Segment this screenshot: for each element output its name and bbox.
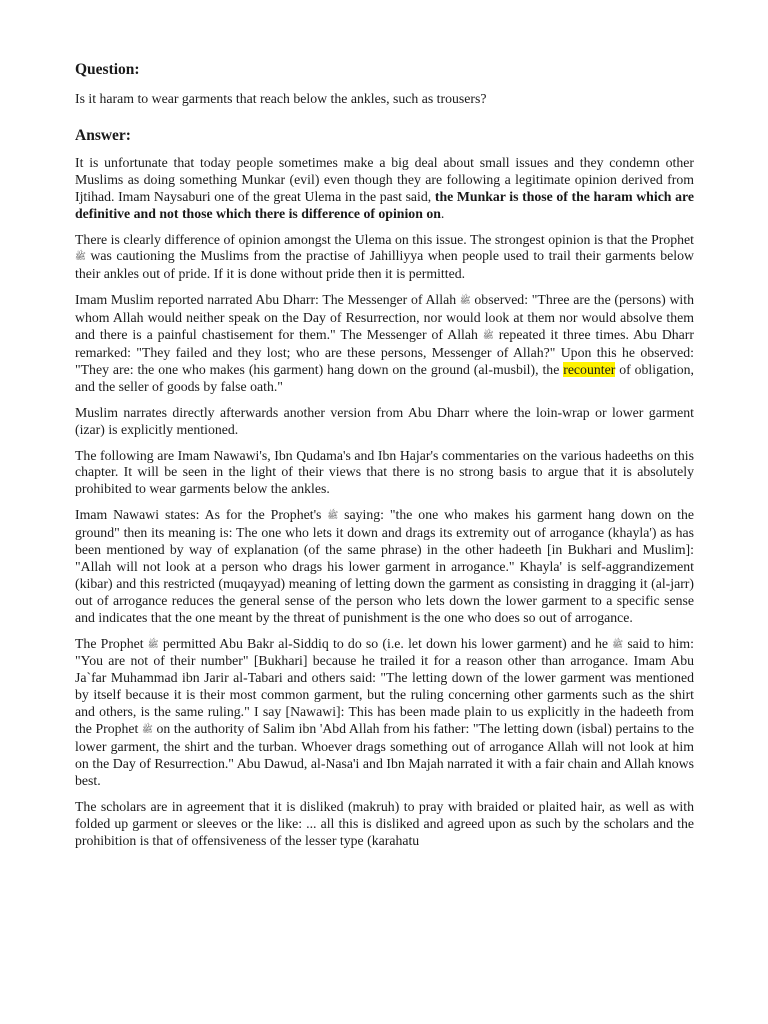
salutation-icon: ﷺ: [459, 296, 471, 307]
paragraph-7: The Prophet ﷺ permitted Abu Bakr al-Siddiq to do so (i.e. let down his lower garment) and he ﷺ said to him: "You are not of their number" [Bukhari] because he trailed it for a reason other than arrogance. Imam Abu Ja`far Muhammad ibn Jarir al-Tabari and others said: "The letting down of the lower garment was mentioned by itself because it is their most common garment, but the ruling concerning other garments such as the shirt and others, is the same ruling." I say [Nawawi]: This has been made plain to us explicitly in the hadeeth from the Prophet ﷺ on the authority of Salim ibn 'Abd Allah from his father: "The letting down (isbal) pertains to the lower garment, the shirt and the turban. Whoever drags something out of arrogance Allah will not look at him on the Day of Resurrection." Abu Dawud, al-Nasa'i and Ibn Majah narrated it with a fair chain and Allah knows best.: [75, 635, 694, 788]
salutation-icon: ﷺ: [327, 511, 339, 522]
paragraph-2: There is clearly difference of opinion amongst the Ulema on this issue. The strongest opinion is that the Prophet ﷺ was cautioning the Muslims from the practise of Jahilliyya when people used to trail their garments below their ankles out of pride. If it is done without pride then it is permitted.: [75, 231, 694, 282]
paragraph-8: The scholars are in agreement that it is disliked (makruh) to pray with braided or plaited hair, as well as with folded up garment or sleeves or the like: ... all this is disliked and agreed upon as such by the scholars and the prohibition is that of offensiveness of the lesser type (karahatu: [75, 798, 694, 848]
salutation-icon: ﷺ: [75, 252, 86, 263]
paragraph-6: Imam Nawawi states: As for the Prophet's ﷺ saying: "the one who makes his garment hang down on the ground" then its meaning is: The one who lets it down and drags its extremity out of arrogance (khayla') as has been mentioned by way of explanation (of the same phrase) in the other hadeeth [in Bukhari and Muslim]: "Allah will not look at a person who drags his lower garment in arrogance." Khayla' is self-aggrandizement (kibar) and this restricted (muqayyad) meaning of letting down the garment as consisting in dragging it (al-jarr) out of arrogance reduces the general sense of the person who lets down the lower garment to a specific sense and indicates that the one meant by the threat of punishment is the one who does so out of arrogance.: [75, 507, 694, 625]
salutation-icon: ﷺ: [612, 639, 624, 650]
answer-heading: Answer:: [75, 126, 131, 144]
question-heading: Question:: [75, 61, 140, 78]
highlighted-word: recounter: [563, 361, 616, 377]
question-text: Is it haram to wear garments that reach below the ankles, such as trousers?: [75, 91, 487, 106]
salutation-icon: ﷺ: [141, 725, 153, 736]
salutation-icon: ﷺ: [482, 331, 494, 342]
bold-statement: the Munkar is those of the haram which are definitive and not those which there is difference of opinion on: [75, 188, 694, 221]
paragraph-3: Imam Muslim reported narrated Abu Dharr: The Messenger of Allah ﷺ observed: "Three are the (persons) with whom Allah would neither speak on the Day of Resurrection, nor would look at them nor would absolve them and there is a painful chastisement for them." The Messenger of Allah ﷺ repeated it three times. Abu Dharr remarked: "They failed and they lost; who are these persons, Messenger of Allah?" Upon this he observed: "They are: the one who makes (his garment) hang down on the ground (al-musbil), the recounter of obligation, and the seller of goods by false oath.": [75, 292, 694, 394]
salutation-icon: ﷺ: [147, 639, 159, 650]
paragraph-1: It is unfortunate that today people sometimes make a big deal about small issues and they condemn other Muslims as doing something Munkar (evil) even though they are following a legitimate opinion derived from Ijtihad. Imam Naysaburi one of the great Ulema in the past said, the Munkar is those of the haram which are definitive and not those which there is difference of opinion on.: [75, 154, 694, 221]
paragraph-5: The following are Imam Nawawi's, Ibn Qudama's and Ibn Hajar's commentaries on the various hadeeths on this chapter. It will be seen in the light of their views that there is no strong basis to argue that it is absolutely prohibited to wear garments below the ankles.: [75, 447, 694, 497]
paragraph-4: Muslim narrates directly afterwards another version from Abu Dharr where the loin-wrap or lower garment (izar) is explicitly mentioned.: [75, 404, 694, 437]
